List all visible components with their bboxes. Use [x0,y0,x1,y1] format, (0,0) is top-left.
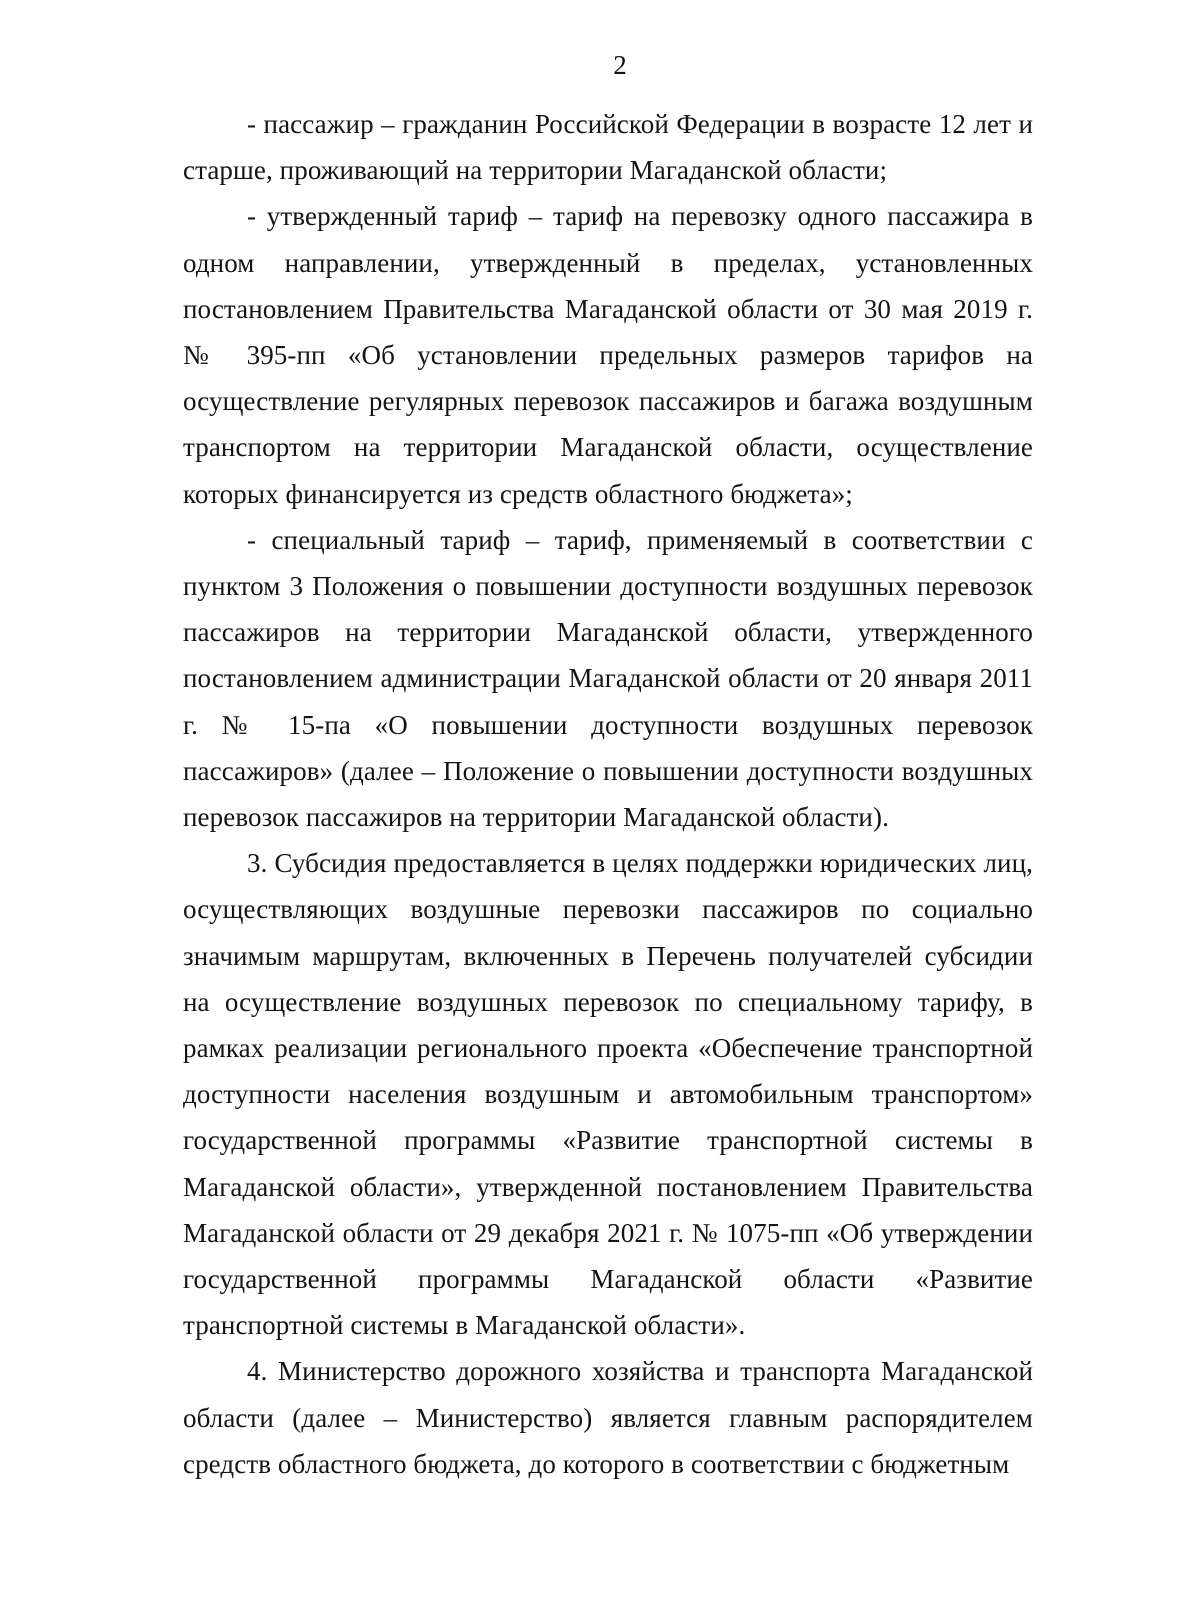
document-body [183,101,1033,1487]
paragraph-clause-3: 3. Субсидия предоставляется в целях поддержки юридических лиц, осуществляющих воздушные перевозки пассажиров по социально значимым маршрутам, включенных в Перечень получателей субсидии на осуществление воздушных перевозок по специальному тарифу, в рамках реализации регионального проекта «Обеспечение транспортной доступности населения воздушным и автомобильным транспортом» государственной программы «Развитие транспортной системы в Магаданской области», утвержденной постановлением Правительства Магаданской области от 29 декабря 2021 г. № 1075-пп «Об утверждении государственной программы Магаданской области «Развитие транспортной системы в Магаданской области». [183,848,1033,1341]
paragraph-clause-4: 4. Министерство дорожного хозяйства и транспорта Магаданской области (далее – Министерство) является главным распорядителем средств областного бюджета, до которого в соответствии с бюджетным [183,1356,1033,1479]
paragraph-approved-tariff-definition: - утвержденный тариф – тариф на перевозку одного пассажира в одном направлении, утвержденный в пределах, установленных постановлением Правительства Магаданской области от 30 мая 2019 г. № 395-пп «Об установлении предельных размеров тарифов на осуществление регулярных перевозок пассажиров и багажа воздушным транспортом на территории Магаданской области, осуществление которых финансируется из средств областного бюджета»; [183,201,1033,509]
paragraph-special-tariff-definition: - специальный тариф – тариф, применяемый в соответствии с пунктом 3 Положения о повышении доступности воздушных перевозок пассажиров на территории Магаданской области, утвержденного постановлением администрации Магаданской области от 20 января 2011 г. № 15-па «О повышении доступности воздушных перевозок пассажиров» (далее – Положение о повышении доступности воздушных перевозок пассажиров на территории Магаданской области). [183,524,1033,833]
page-number: 2 [613,50,627,80]
paragraph-passenger-definition: - пассажир – гражданин Российской Федерации в возрасте 12 лет и старше, проживающий на территории Магаданской области; [183,109,1033,186]
